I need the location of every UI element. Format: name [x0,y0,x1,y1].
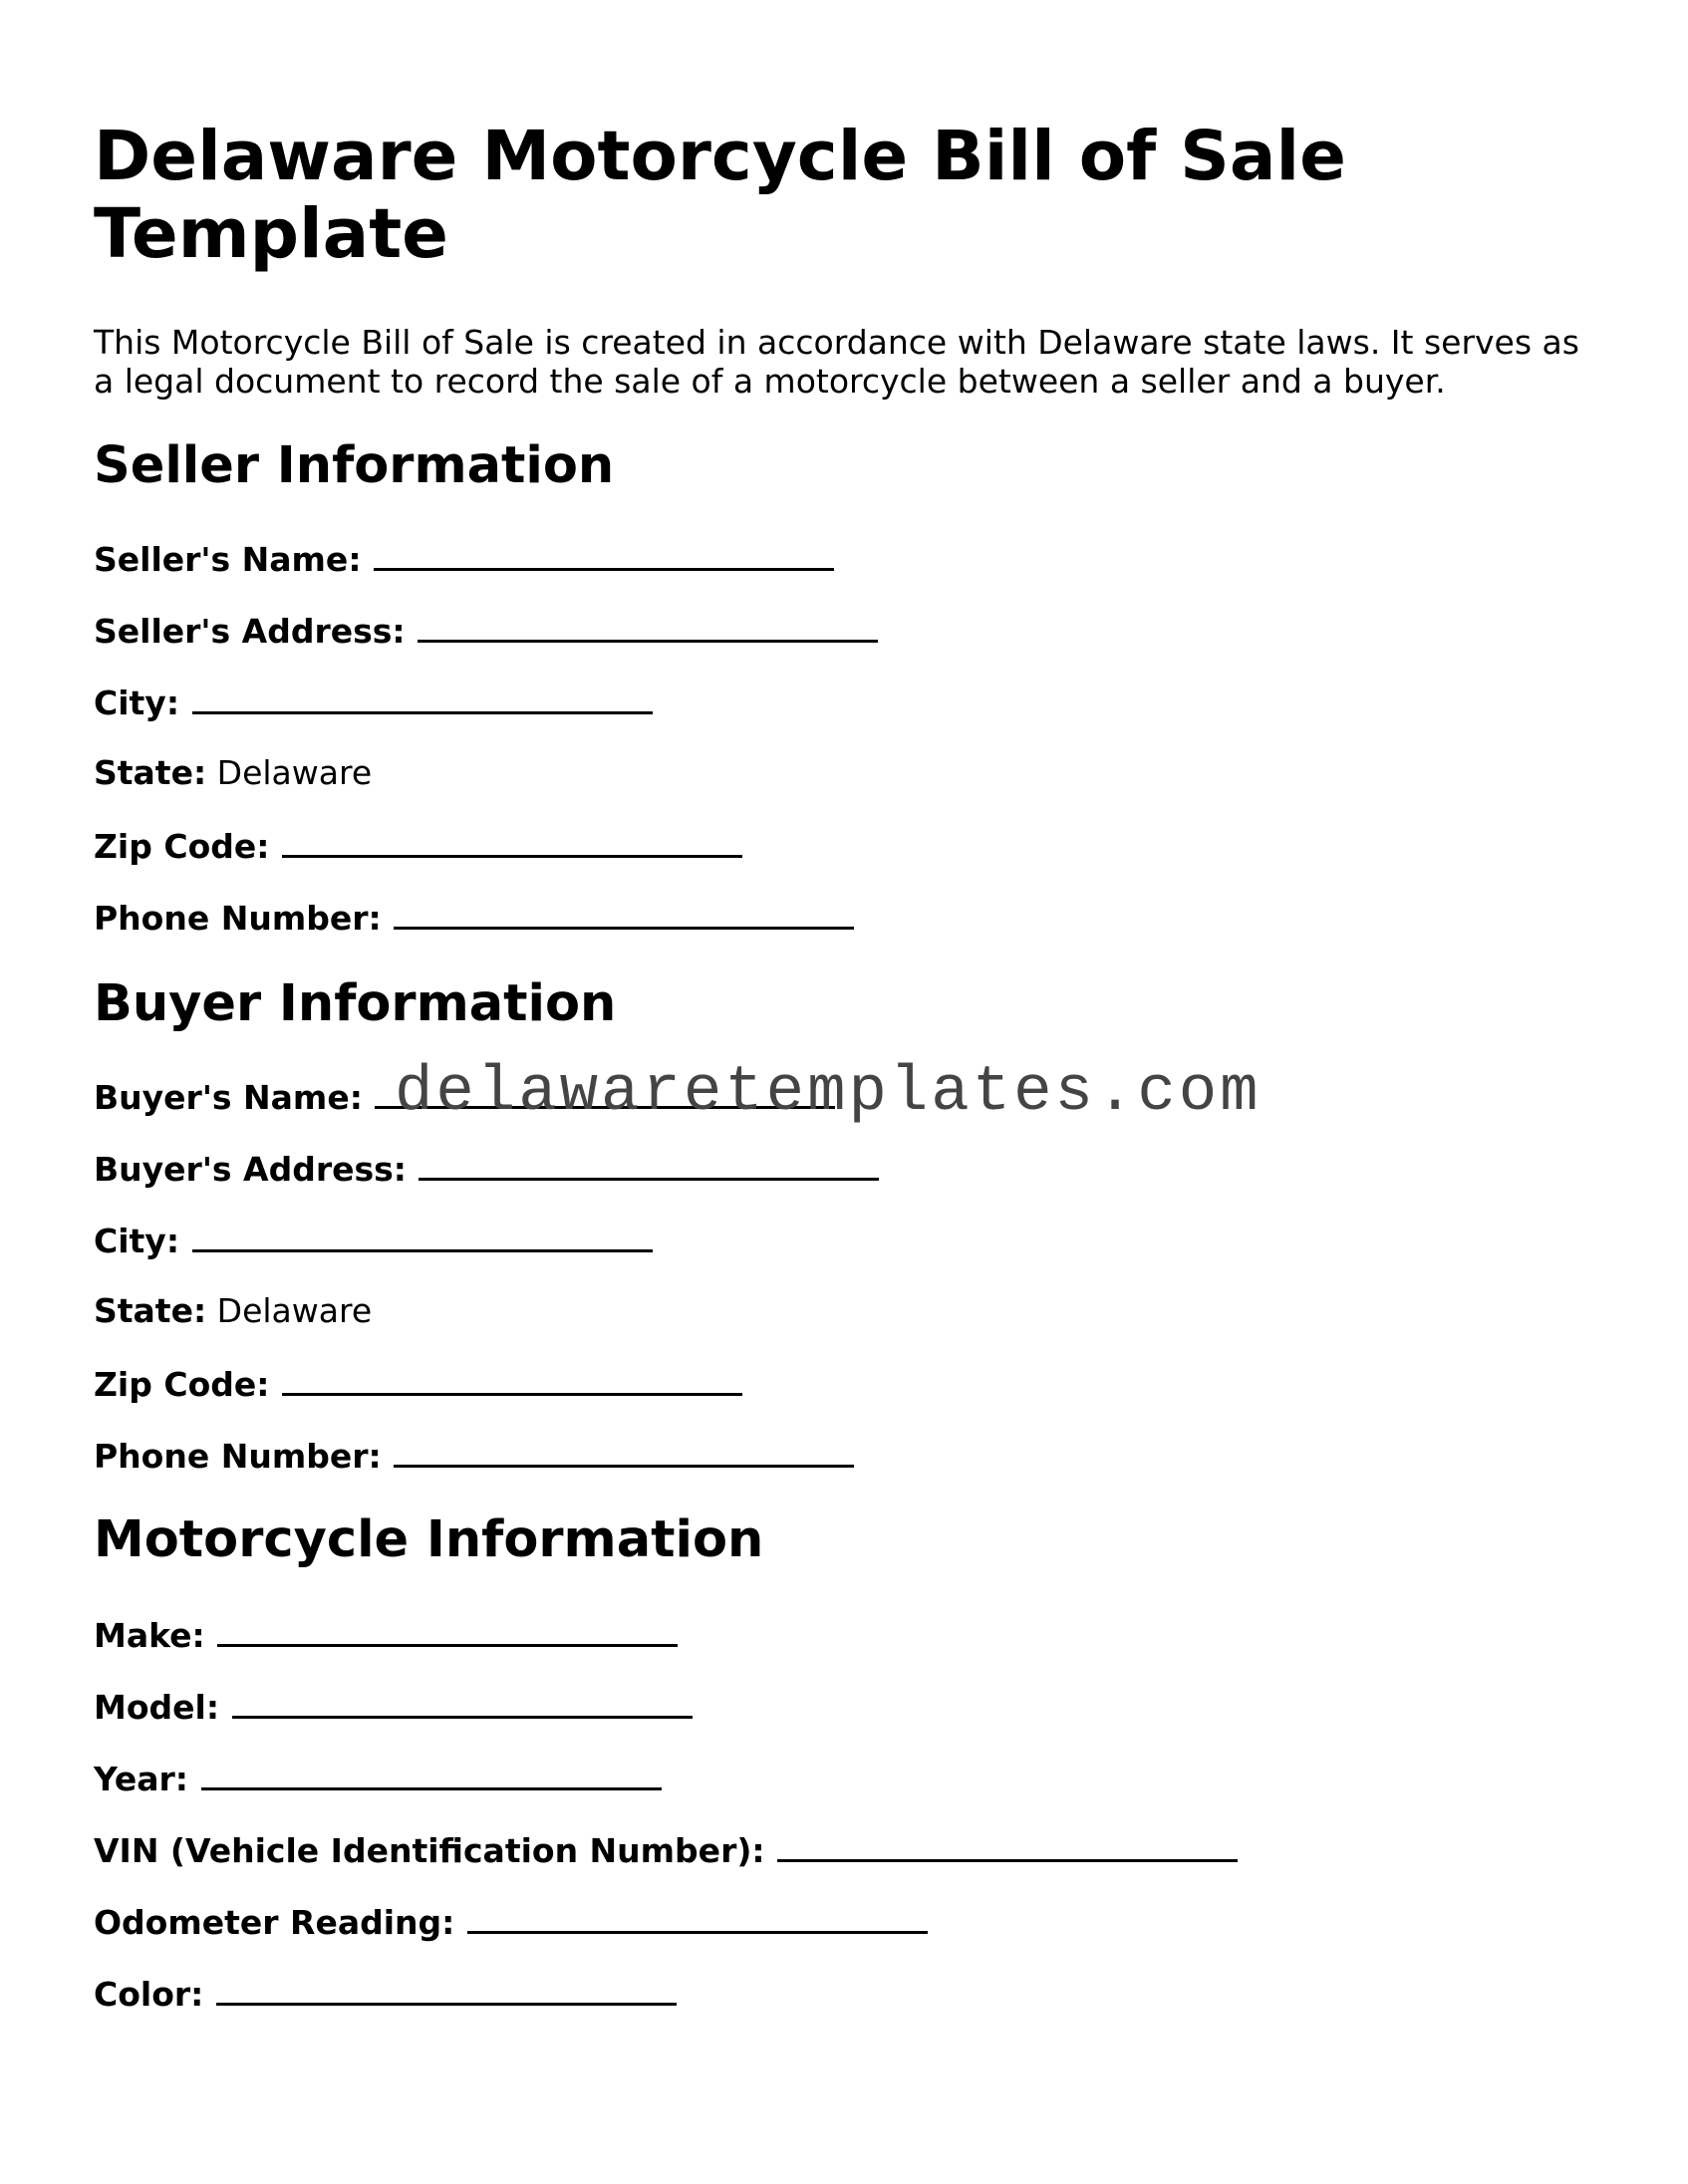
make-row [94,1614,678,1656]
watermark-text: delawaretemplates.com [395,1057,1262,1129]
model-label: Model: [94,1688,220,1727]
seller-phone-field[interactable] [394,897,854,930]
buyer-heading: Buyer Information [94,974,617,1033]
seller-phone-label: Phone Number: [94,899,382,938]
odometer-row [94,1901,928,1943]
model-row [94,1686,693,1728]
make-label: Make: [94,1616,205,1655]
buyer-name-label: Buyer's Name: [94,1078,363,1117]
buyer-state-row [94,1291,372,1331]
seller-city-field[interactable] [192,682,653,714]
vin-label: VIN (Vehicle Identification Number): [94,1831,765,1870]
color-label: Color: [94,1975,204,2014]
buyer-phone-row [94,1435,854,1477]
seller-heading: Seller Information [94,436,615,495]
seller-phone-row [94,897,854,939]
odometer-label: Odometer Reading: [94,1903,455,1942]
seller-name-row [94,538,834,580]
vin-row [94,1829,1238,1871]
seller-state-value: Delaware [216,753,373,792]
year-field[interactable] [201,1758,662,1790]
buyer-city-row [94,1220,653,1261]
seller-address-field[interactable] [418,610,878,643]
seller-zip-row [94,825,742,867]
page-title: Delaware Motorcycle Bill of Sale Template [94,117,1346,274]
seller-address-row [94,610,878,652]
buyer-address-field[interactable] [419,1148,879,1181]
make-field[interactable] [217,1614,678,1647]
color-field[interactable] [216,1973,677,2006]
model-field[interactable] [232,1686,693,1719]
seller-address-label: Seller's Address: [94,612,406,651]
seller-name-label: Seller's Name: [94,540,362,579]
seller-name-field[interactable] [374,538,834,571]
buyer-city-label: City: [94,1222,180,1260]
buyer-state-value: Delaware [216,1291,373,1330]
seller-state-label: State: [94,753,207,792]
color-row [94,1973,677,2015]
buyer-address-row [94,1148,879,1190]
vin-field[interactable] [777,1829,1238,1862]
buyer-city-field[interactable] [192,1220,653,1252]
buyer-state-label: State: [94,1291,207,1330]
seller-city-row [94,682,653,723]
motorcycle-heading: Motorcycle Information [94,1510,764,1569]
intro-paragraph: This Motorcycle Bill of Sale is created in accordance with Delaware state laws. It serves as a legal document to record the sale of a motorcycle between a seller and a buyer. [94,323,1579,401]
seller-zip-field[interactable] [282,825,742,858]
buyer-phone-label: Phone Number: [94,1437,382,1476]
year-row [94,1758,662,1799]
odometer-field[interactable] [467,1901,928,1934]
year-label: Year: [94,1760,188,1798]
seller-state-row [94,753,372,793]
buyer-phone-field[interactable] [394,1435,854,1468]
buyer-zip-label: Zip Code: [94,1365,270,1404]
buyer-zip-row [94,1363,742,1405]
seller-zip-label: Zip Code: [94,827,270,866]
seller-city-label: City: [94,683,180,722]
buyer-zip-field[interactable] [282,1363,742,1396]
buyer-address-label: Buyer's Address: [94,1150,407,1189]
